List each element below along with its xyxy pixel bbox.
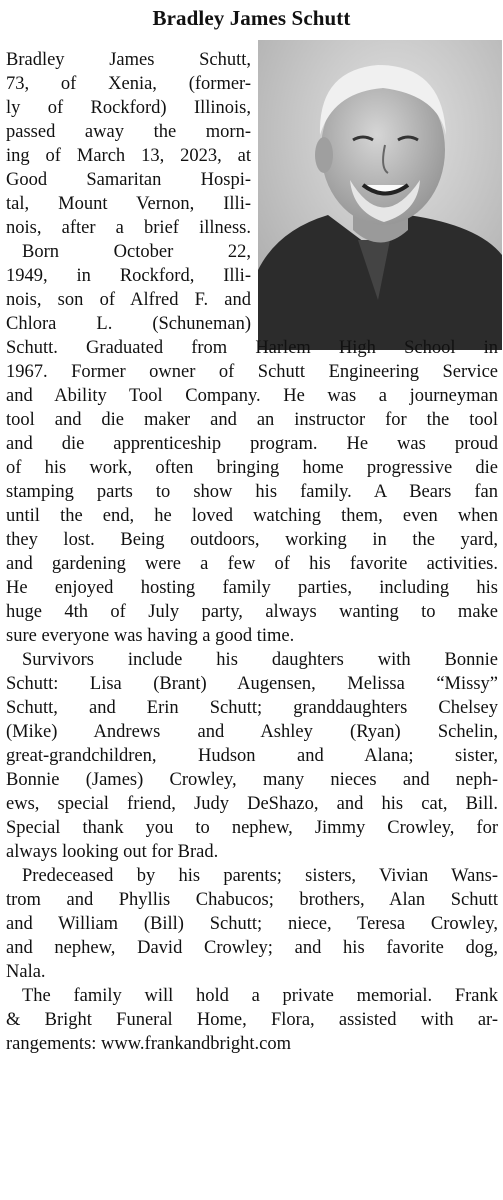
obituary-line: Nala. [6,962,46,982]
obituary-line: Born October 22, [22,242,251,262]
obituary-line: and gardening were a few of his favorite activities. [6,554,498,574]
obituary-line: of his work, often bringing home progressive die [6,458,498,478]
obituary-line: Chlora L. (Schuneman) [6,314,251,334]
obituary-line: Special thank you to nephew, Jimmy Crowley, for [6,818,498,838]
obituary-line: and die apprenticeship program. He was proud [6,434,498,454]
obituary-line: they lost. Being outdoors, working in the yard, [6,530,498,550]
obituary-title: Bradley James Schutt [152,6,351,30]
obituary-line: (Mike) Andrews and Ashley (Ryan) Schelin, [6,722,498,742]
obituary-line: 1949, in Rockford, Illi- [6,266,251,286]
obituary-line: and William (Bill) Schutt; niece, Teresa Crowley, [6,914,498,934]
obituary-line: Schutt, and Erin Schutt; granddaughters Chelsey [6,698,498,718]
obituary-line: ly of Rockford) Illinois, [6,98,251,118]
obituary-line: tool and die maker and an instructor for the tool [6,410,498,430]
obituary-line: passed away the morn- [6,122,251,142]
obituary-line: Good Samaritan Hospi- [6,170,251,190]
obituary-line: nois, son of Alfred F. and [6,290,251,310]
obituary-line: huge 4th of July party, always wanting to make [6,602,498,622]
obituary-line: trom and Phyllis Chabucos; brothers, Alan Schutt [6,890,498,910]
obituary-line: sure everyone was having a good time. [6,626,295,646]
obituary-line: 1967. Former owner of Schutt Engineering Service [6,362,498,382]
obituary-line: Survivors include his daughters with Bonnie [22,650,498,670]
obituary-line: Schutt: Lisa (Brant) Augensen, Melissa “Missy” [6,674,498,694]
obituary-line: Predeceased by his parents; sisters, Vivian Wans- [22,866,498,886]
obituary-line: until the end, he loved watching them, even when [6,506,498,526]
obituary-line: ing of March 13, 2023, at [6,146,251,166]
obituary-line: always looking out for Brad. [6,842,219,862]
obituary-line: 73, of Xenia, (former- [6,74,251,94]
obituary-line: The family will hold a private memorial. Frank [22,986,498,1006]
obituary-line: ews, special friend, Judy DeShazo, and his cat, Bill. [6,794,498,814]
portrait-icon [258,40,502,350]
obituary-line: Bonnie (James) Crowley, many nieces and neph- [6,770,498,790]
obituary-line: & Bright Funeral Home, Flora, assisted with ar- [6,1010,498,1030]
obituary-line: Bradley James Schutt, [6,50,251,70]
obituary-line: He enjoyed hosting family parties, including his [6,578,498,598]
obituary-line: Schutt. Graduated from Harlem High School in [6,338,498,358]
obituary-line: nois, after a brief illness. [6,218,251,238]
obituary-line: rangements: www.frankandbright.com [6,1034,291,1054]
obituary-line: tal, Mount Vernon, Illi- [6,194,251,214]
obituary-line: great-grandchildren, Hudson and Alana; sister, [6,746,498,766]
obituary-line: and nephew, David Crowley; and his favorite dog, [6,938,498,958]
obituary-line: stamping parts to show his family. A Bears fan [6,482,498,502]
obituary-line: and Ability Tool Company. He was a journeyman [6,386,498,406]
portrait-photo [258,40,502,350]
